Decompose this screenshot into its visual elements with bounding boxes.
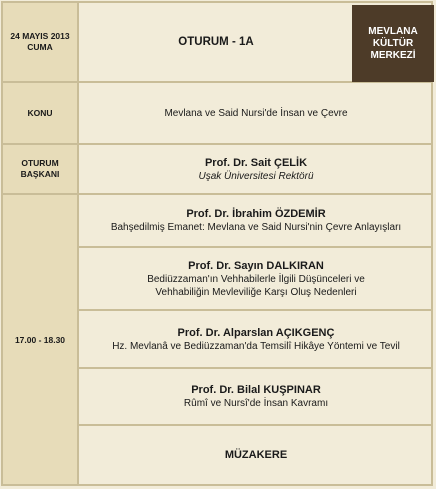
talk-title: Hz. Mevlanâ ve Bediüzzaman'da Temsilî Hikâye Yöntemi ve Tevil — [112, 340, 400, 352]
session-cell — [81, 3, 351, 81]
venue-line2: KÜLTÜR — [372, 37, 414, 49]
talk-title: Rûmî ve Nursî'de İnsan Kavramı — [183, 398, 329, 409]
talk-row — [81, 248, 431, 309]
chair-label — [3, 145, 77, 193]
discussion-label: MÜZAKERE — [224, 449, 288, 461]
speaker-name: Prof. Dr. Sayın DALKIRAN — [188, 259, 324, 272]
venue-line3: MERKEZİ — [370, 49, 416, 61]
talk-row — [81, 311, 431, 367]
date-cell — [3, 3, 77, 81]
chair-cell — [81, 145, 431, 193]
venue-badge — [352, 5, 434, 82]
talk-row — [81, 195, 431, 246]
speaker-name: Prof. Dr. Bilal KUŞPINAR — [191, 384, 321, 396]
topic-text: Mevlana ve Said Nursi'de İnsan ve Çevre — [164, 107, 348, 119]
speaker-name: Prof. Dr. İbrahim ÖZDEMİR — [186, 208, 326, 220]
talk-title-line2: Vehhabiliğin Mevleviliğe Karşı Oluş Nedenleri — [155, 286, 357, 298]
session-title: OTURUM - 1A — [178, 36, 254, 48]
date-text: 24 MAYIS 2013 — [10, 31, 70, 41]
chair-label-line1: OTURUM — [21, 158, 59, 168]
topic-label: KONU — [27, 107, 53, 118]
venue-line1: MEVLANA — [368, 25, 418, 37]
talk-title: Bediüzzaman'ın Vehhabilerle İlgili Düşünceleri ve — [147, 273, 365, 285]
topic-cell — [81, 83, 431, 143]
chair-label-line2: BAŞKANI — [20, 169, 60, 179]
talk-row — [81, 369, 431, 424]
time-label: 17.00 - 18.30 — [14, 334, 66, 345]
program-table — [1, 1, 433, 486]
chair-name: Prof. Dr. Sait ÇELİK — [204, 156, 308, 169]
talk-title: Bahşedilmiş Emanet: Mevlana ve Said Nursi'nin Çevre Anlayışları — [110, 222, 402, 233]
chair-affiliation: Uşak Üniversitesi Rektörü — [198, 170, 314, 182]
day-text: CUMA — [27, 42, 53, 52]
speaker-name: Prof. Dr. Alparslan AÇIKGENÇ — [177, 326, 335, 339]
discussion-cell — [81, 426, 431, 484]
